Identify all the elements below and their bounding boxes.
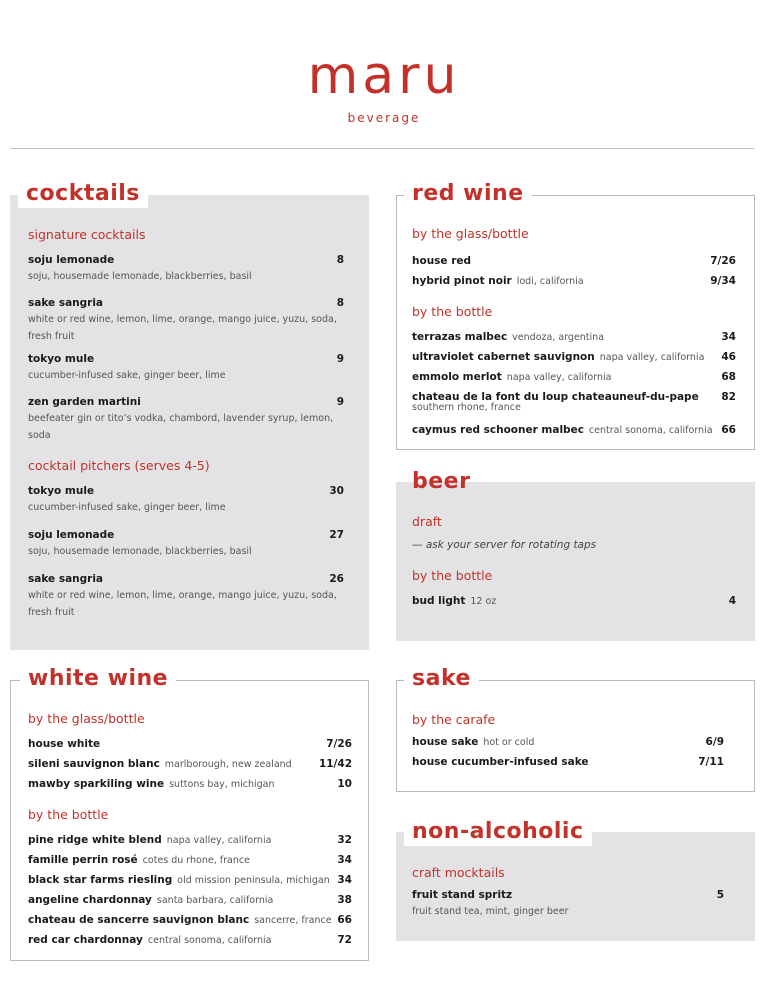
sake-name: house cucumber-infused sake (412, 756, 589, 768)
wine-price: 68 (721, 371, 736, 383)
wine-price: 82 (721, 391, 736, 403)
sake-price: 6/9 (705, 736, 724, 748)
maru-logo: maru (307, 46, 461, 106)
wine-item (28, 778, 275, 790)
wine-origin: lodi, california (516, 276, 584, 287)
wine-item (28, 834, 271, 846)
wine-item (412, 331, 604, 343)
wine-name: famille perrin rosé (28, 854, 138, 866)
menu-item-price: 30 (329, 485, 344, 497)
wine-price: 34 (721, 331, 736, 343)
beer-by-bottle-heading: by the bottle (412, 568, 493, 583)
sake-by-carafe-heading: by the carafe (412, 712, 496, 727)
wine-item (28, 738, 100, 750)
wine-name: mawby sparkiling wine (28, 778, 165, 790)
wine-item (412, 275, 584, 287)
wine-item (28, 854, 250, 866)
wine-origin: marlborough, new zealand (164, 759, 292, 770)
wine-item (28, 934, 272, 946)
sake-serving: hot or cold (483, 737, 535, 748)
wine-price: 11/42 (318, 758, 352, 770)
menu-item-price: 8 (336, 254, 344, 266)
beer-price: 4 (728, 595, 736, 607)
menu-item-description: soju, housemade lemonade, blackberries, basil (28, 546, 252, 557)
sake-name: house sake (412, 736, 479, 748)
wine-item (412, 351, 704, 363)
sake-title: sake (404, 665, 479, 693)
wine-price: 10 (337, 778, 352, 790)
menu-item-name: soju lemonade (28, 529, 115, 541)
wine-price: 7/26 (326, 738, 352, 750)
non-alcoholic-title: non-alcoholic (404, 818, 592, 846)
red-by-glass-heading: by the glass/bottle (412, 226, 529, 241)
wine-name: black star farms riesling (28, 874, 173, 886)
menu-item-description: white or red wine, lemon, lime, orange, mango juice, yuzu, soda, fresh fruit (28, 314, 337, 342)
wine-name: red car chardonnay (28, 934, 143, 946)
menu-header (0, 0, 768, 150)
white-by-bottle-heading: by the bottle (28, 807, 109, 822)
menu-item-name: sake sangria (28, 573, 104, 585)
wine-origin: napa valley, california (506, 372, 612, 383)
sake-price: 7/11 (698, 756, 724, 768)
wine-item (28, 874, 330, 886)
menu-item-price: 5 (716, 889, 724, 901)
header-divider (10, 148, 754, 149)
wine-name: angeline chardonnay (28, 894, 152, 906)
wine-origin: central sonoma, california (588, 425, 713, 436)
wine-price: 66 (337, 914, 352, 926)
wine-origin: suttons bay, michigan (169, 779, 275, 790)
menu-item-price: 26 (329, 573, 344, 585)
wine-price: 66 (721, 424, 736, 436)
wine-name: chateau de sancerre sauvignon blanc (28, 914, 250, 926)
craft-mocktails-heading: craft mocktails (412, 865, 505, 880)
wine-origin: sancerre, france (254, 915, 332, 926)
signature-cocktails-heading: signature cocktails (28, 227, 146, 242)
wine-price: 32 (337, 834, 352, 846)
menu-subtitle: beverage (347, 111, 421, 125)
menu-item-name: soju lemonade (28, 254, 115, 266)
wine-item (412, 255, 471, 267)
wine-name: pine ridge white blend (28, 834, 162, 846)
menu-item-name: tokyo mule (28, 353, 95, 365)
menu-item-description: cucumber-infused sake, ginger beer, lime (28, 370, 226, 381)
cocktails-title: cocktails (18, 180, 148, 208)
red-by-bottle-heading: by the bottle (412, 304, 493, 319)
wine-origin: cotes du rhone, france (142, 855, 250, 866)
beer-name: bud light (412, 595, 466, 607)
beer-panel (396, 482, 755, 641)
white-by-glass-heading: by the glass/bottle (28, 711, 145, 726)
menu-item-price: 9 (336, 396, 344, 408)
wine-origin: old mission peninsula, michigan (177, 875, 330, 886)
wine-item (28, 894, 273, 906)
beer-item (412, 595, 496, 607)
wine-origin: santa barbara, california (156, 895, 274, 906)
wine-name: house white (28, 738, 101, 750)
wine-price: 38 (337, 894, 352, 906)
wine-price: 72 (337, 934, 352, 946)
cocktail-pitchers-heading: cocktail pitchers (serves 4-5) (28, 458, 210, 473)
menu-item-description: beefeater gin or tito’s vodka, chambord, lavender syrup, lemon, soda (28, 413, 334, 441)
wine-price: 46 (721, 351, 736, 363)
menu-item-name: sake sangria (28, 297, 104, 309)
wine-item (28, 914, 332, 926)
wine-origin: central sonoma, california (147, 935, 272, 946)
menu-item-price: 9 (336, 353, 344, 365)
red-wine-title: red wine (404, 180, 532, 208)
white-wine-title: white wine (20, 665, 176, 693)
draft-note: — ask your server for rotating taps (412, 539, 597, 551)
wine-origin: vendoza, argentina (512, 332, 605, 343)
menu-item-name: zen garden martini (28, 396, 141, 408)
non-alcoholic-panel (396, 832, 755, 941)
beer-title: beer (412, 469, 471, 494)
wine-origin: napa valley, california (599, 352, 705, 363)
wine-name: caymus red schooner malbec (412, 424, 584, 436)
wine-origin: napa valley, california (166, 835, 272, 846)
wine-name: terrazas malbec (412, 331, 508, 343)
wine-name: hybrid pinot noir (412, 275, 512, 287)
wine-price: 9/34 (710, 275, 736, 287)
menu-item-price: 27 (329, 529, 344, 541)
menu-item-name: tokyo mule (28, 485, 95, 497)
wine-name: emmolo merlot (412, 371, 502, 383)
wine-name: chateau de la font du loup chateauneuf-du-pape (412, 391, 699, 403)
menu-item-price: 8 (336, 297, 344, 309)
menu-item-name: fruit stand spritz (412, 889, 513, 901)
wine-price: 7/26 (710, 255, 736, 267)
wine-name: ultraviolet cabernet sauvignon (412, 351, 595, 363)
menu-item-description: fruit stand tea, mint, ginger beer (412, 906, 569, 917)
wine-origin: southern rhone, france (412, 402, 521, 413)
draft-heading: draft (412, 514, 442, 529)
wine-item (412, 371, 611, 383)
sake-item (412, 736, 534, 748)
wine-item (28, 758, 292, 770)
wine-price: 34 (337, 874, 352, 886)
sake-item (412, 756, 589, 768)
menu-item-description: soju, housemade lemonade, blackberries, basil (28, 271, 252, 282)
menu-item-description: white or red wine, lemon, lime, orange, mango juice, yuzu, soda, fresh fruit (28, 590, 337, 618)
wine-item (412, 424, 713, 436)
beer-size: 12 oz (470, 596, 497, 607)
wine-price: 34 (337, 854, 352, 866)
wine-name: house red (412, 255, 472, 267)
menu-item-description: cucumber-infused sake, ginger beer, lime (28, 502, 226, 513)
wine-name: sileni sauvignon blanc (28, 758, 160, 770)
